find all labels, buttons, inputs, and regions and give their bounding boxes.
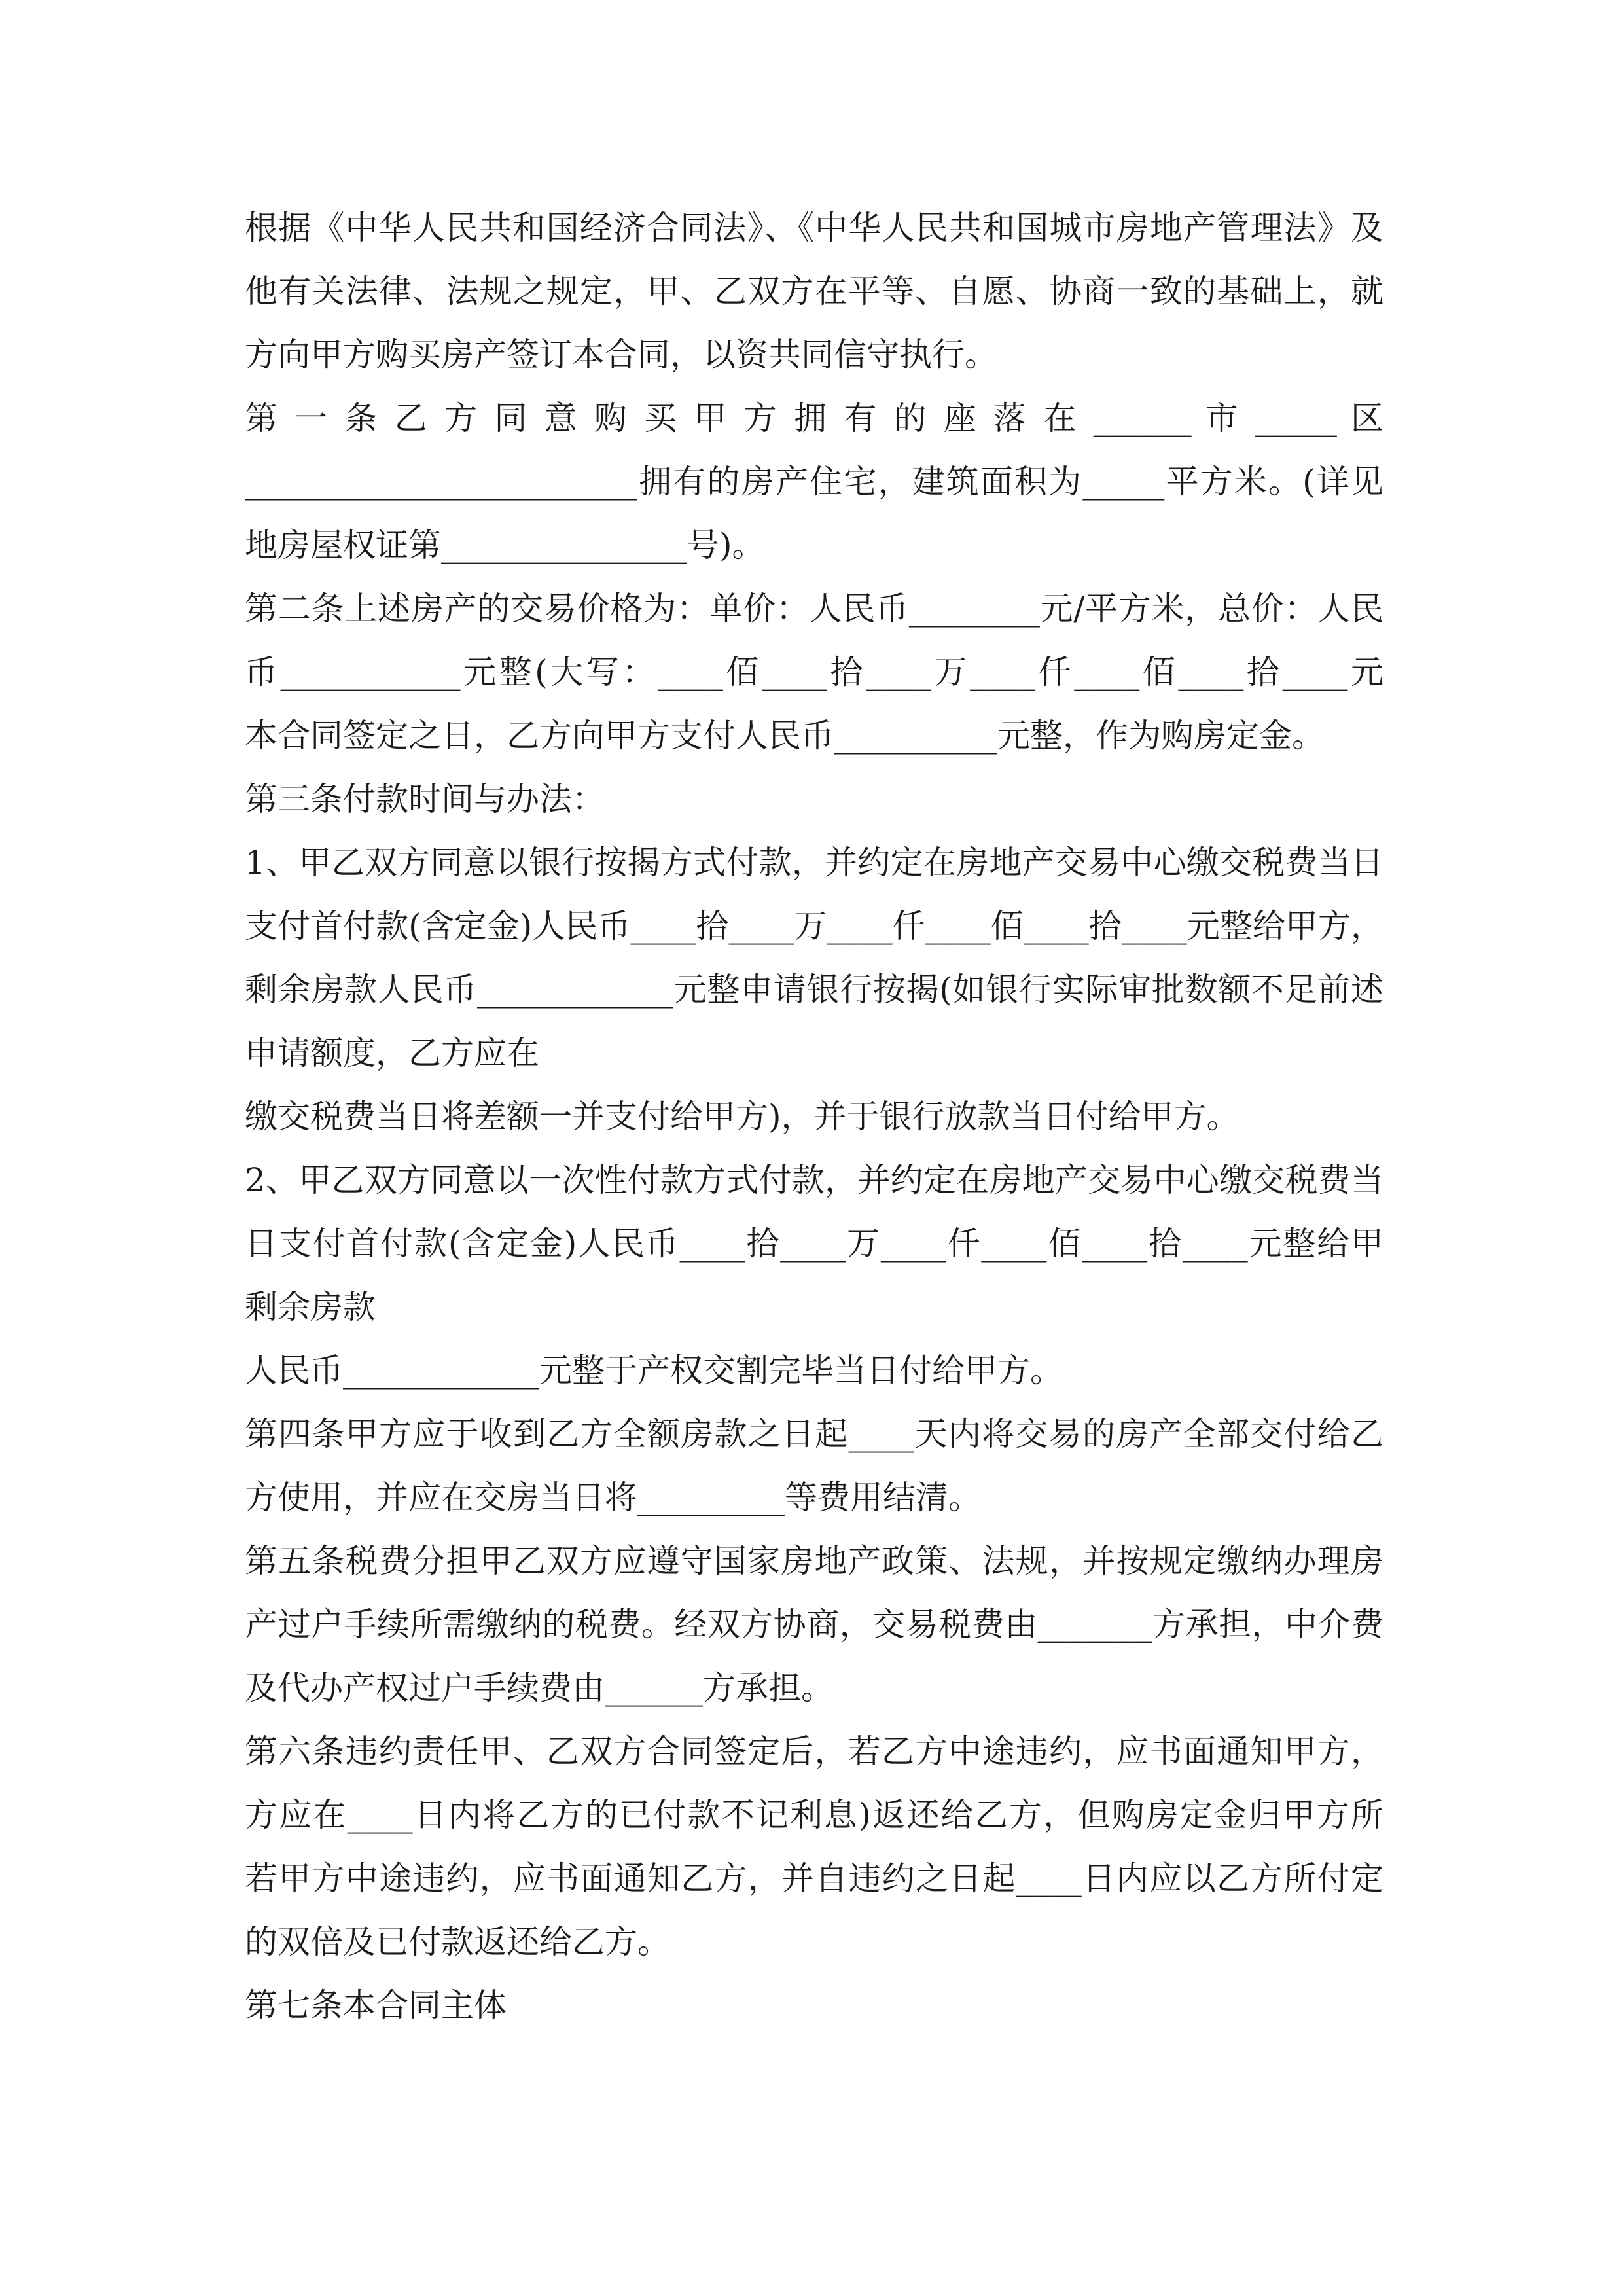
text-line: 方应在____日内将乙方的已付款不记利息)返还给乙方，但购房定金归甲方所 (245, 1796, 1383, 1834)
text-line: 支付首付款(含定金)人民币____拾____万____仟____佰____拾____元整给甲方， (245, 907, 1383, 945)
text-line: 剩余房款人民币____________元整申请银行按揭(如银行实际审批数额不足前述 (245, 971, 1383, 1009)
text-line: 方使用，并应在交房当日将_________等费用结清。 (245, 1479, 981, 1516)
text-line: 若甲方中途违约，应书面通知乙方，并自违约之日起____日内应以乙方所付定 (245, 1859, 1383, 1897)
text-line: 人民币____________元整于产权交割完毕当日付给甲方。 (245, 1352, 1063, 1390)
article-7-heading: 第七条本合同主体 (245, 1986, 507, 2024)
text-line: 及代办产权过户手续费由______方承担。 (245, 1669, 834, 1707)
text-line: 方向甲方购买房产签订本合同，以资共同信守执行。 (245, 336, 997, 374)
text-line: ________________________拥有的房产住宅，建筑面积为_____平方米。(详见 (245, 463, 1383, 501)
text-line: 剩余房款 (245, 1288, 376, 1326)
text-line: 缴交税费当日将差额一并支付给甲方)，并于银行放款当日付给甲方。 (245, 1098, 1240, 1136)
text-line: 他有关法律、法规之规定，甲、乙双方在平等、自愿、协商一致的基础上，就 (245, 272, 1383, 310)
article-2-line: 第二条上述房产的交易价格为：单价：人民币________元/平方米，总价：人民 (245, 590, 1383, 628)
text-line: 日支付首付款(含定金)人民币____拾____万____仟____佰____拾____元整给甲 (245, 1225, 1383, 1263)
text-line: 2、甲乙双方同意以一次性付款方式付款，并约定在房地产交易中心缴交税费当 (245, 1161, 1383, 1199)
text-line: 根据《中华人民共和国经济合同法》、《中华人民共和国城市房地产管理法》及 (245, 209, 1383, 247)
text-line: 的双倍及已付款返还给乙方。 (245, 1923, 670, 1961)
contract-body (245, 196, 1383, 2037)
text-line: 1、甲乙双方同意以银行按揭方式付款，并约定在房地产交易中心缴交税费当日 (245, 844, 1383, 882)
article-6-line: 第六条违约责任甲、乙双方合同签定后，若乙方中途违约，应书面通知甲方， (245, 1732, 1383, 1770)
text-line: 本合同签定之日，乙方向甲方支付人民币__________元整，作为购房定金。 (245, 717, 1325, 755)
text-line: 地房屋权证第_______________号)。 (245, 526, 765, 564)
article-5-line: 第五条税费分担甲乙双方应遵守国家房地产政策、法规，并按规定缴纳办理房 (245, 1542, 1383, 1580)
text-line: 产过户手续所需缴纳的税费。经双方协商，交易税费由_______方承担，中介费 (245, 1605, 1383, 1643)
text-line: 申请额度，乙方应在 (245, 1034, 539, 1072)
article-3-heading: 第三条付款时间与办法： (245, 780, 605, 818)
article-1-line: 第 一 条 乙 方 同 意 购 买 甲 方 拥 有 的 座 落 在 ______ 市 _____ 区 (245, 399, 1383, 437)
text-line: 币___________元整(大写：____佰____拾____万____仟____佰____拾____元 (245, 653, 1383, 691)
article-4-line: 第四条甲方应于收到乙方全额房款之日起____天内将交易的房产全部交付给乙 (245, 1415, 1383, 1453)
